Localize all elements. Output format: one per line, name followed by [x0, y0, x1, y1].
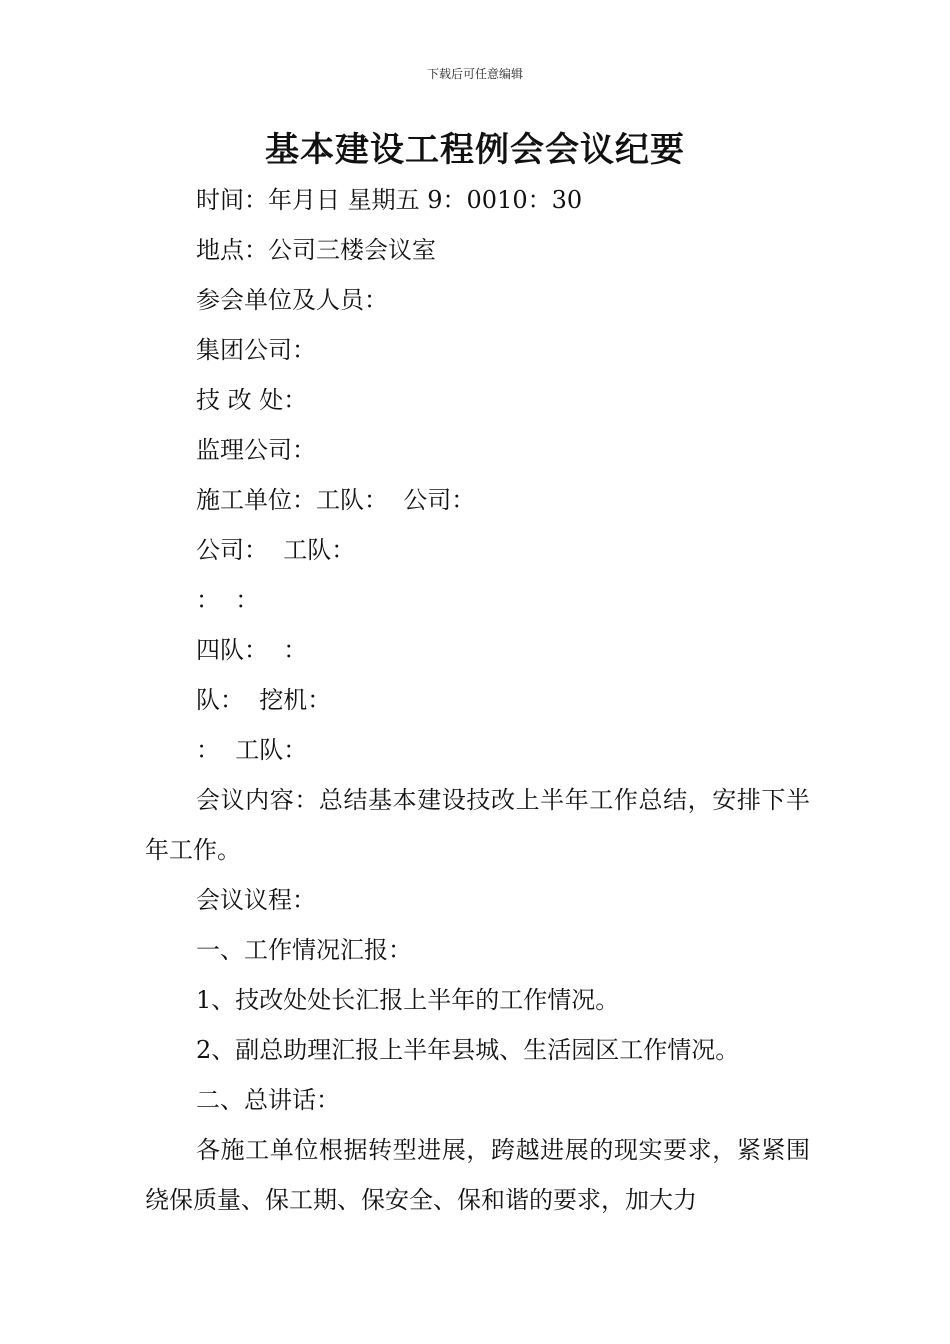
speech-paragraph: 各施工单位根据转型进展，跨越进展的现实要求，紧紧围绕保质量、保工期、保安全、保和谐的要求，加大力 [145, 1136, 810, 1214]
section-one-heading: 一、工作情况汇报： [196, 936, 412, 964]
document-body [145, 175, 810, 1225]
tech-office-line: 技 改 处： [196, 386, 308, 414]
document-title: 基本建设工程例会会议纪要 [265, 130, 685, 170]
colon-team-line: ： 工队： [196, 736, 308, 764]
attendees-heading: 参会单位及人员： [196, 286, 388, 314]
agenda-item-two: 2、副总助理汇报上半年县城、生活园区工作情况。 [196, 1036, 740, 1064]
blank-colons-line: ： ： [196, 586, 260, 614]
meeting-place: 地点：公司三楼会议室 [196, 236, 436, 264]
section-two-heading: 二、总讲话： [196, 1086, 340, 1114]
agenda-heading: 会议议程： [196, 886, 316, 914]
team-excavator-line: 队： 挖机： [196, 686, 332, 714]
fourth-team-line: 四队： ： [196, 636, 308, 664]
group-company-line: 集团公司： [196, 336, 316, 364]
construction-units-line: 施工单位：工队： 公司： [196, 486, 476, 514]
header-note: 下载后可任意编辑 [426, 67, 523, 81]
meeting-time: 时间：年月日 星期五 9：0010：30 [196, 186, 583, 214]
agenda-item-one: 1、技改处处长汇报上半年的工作情况。 [196, 986, 620, 1014]
supervision-line: 监理公司： [196, 436, 316, 464]
meeting-content-paragraph: 会议内容：总结基本建设技改上半年工作总结，安排下半年工作。 [145, 786, 810, 864]
company-team-line: 公司： 工队： [196, 536, 356, 564]
